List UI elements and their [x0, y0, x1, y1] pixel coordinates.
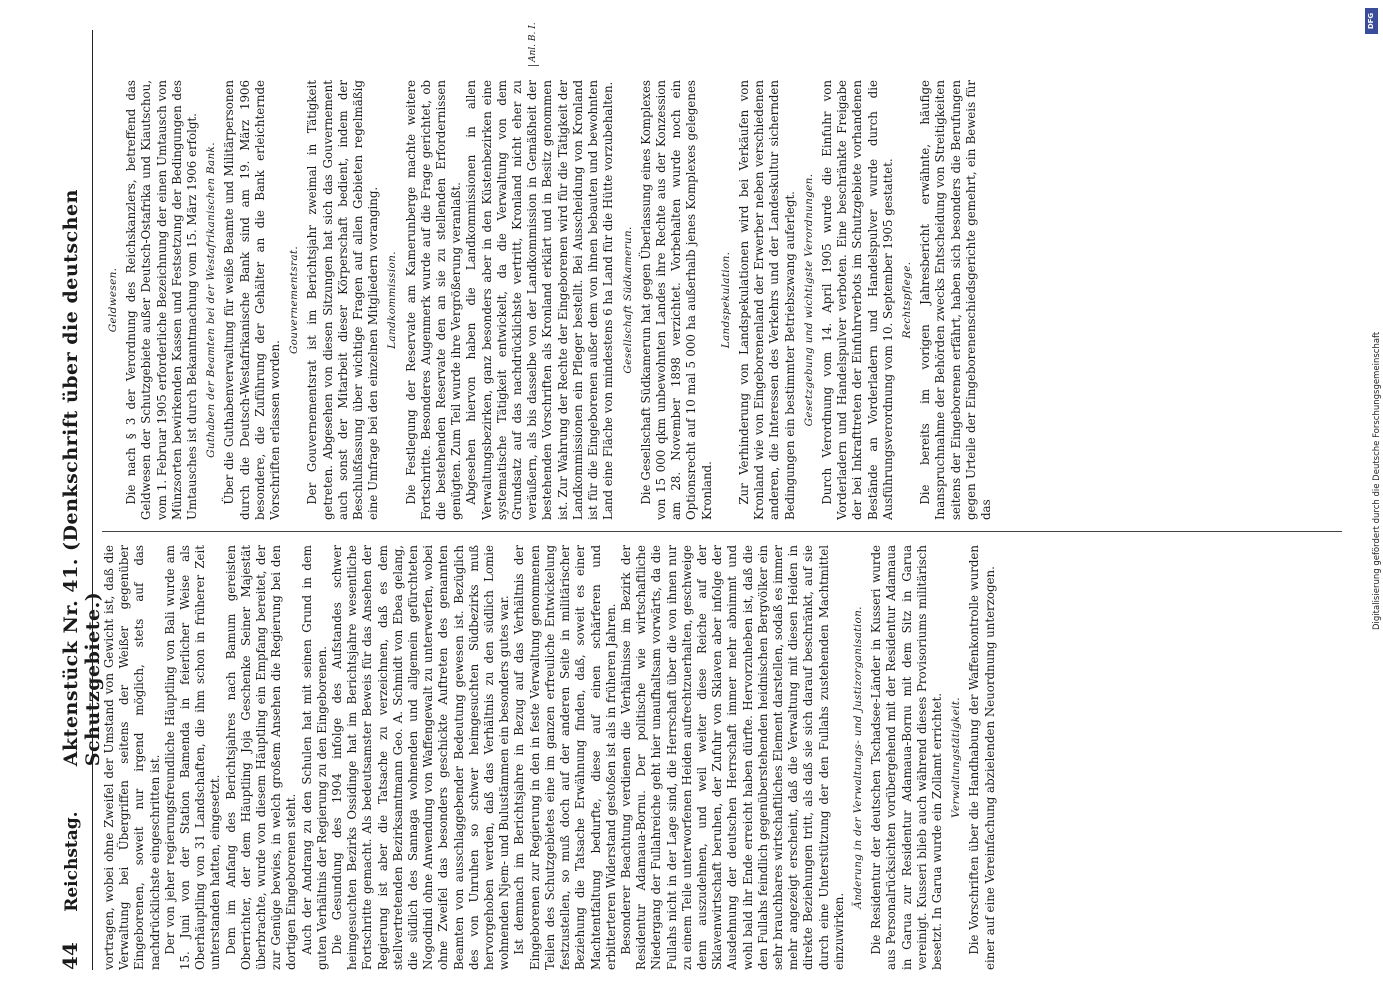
- paragraph: Der von jeher regierungsfreundliche Häuptling von Bali wurde am 15. Juni von der Station Bamenda in feierlicher Weise als Oberhäuptling von 31 Landschaften, die ihm schon in früherer Zeit unterstanden hatten, eingesetzt.: [162, 545, 223, 970]
- running-head-title: Aktenstück Nr. 41. (Denkschrift über die deutschen Schutzgebiete.): [60, 189, 104, 767]
- running-head-part: Reichstag.: [62, 811, 82, 912]
- paragraph: Ist demnach im Berichtsjahre in Bezug auf das Verhältnis der Eingeborenen zur Regierung in den in feste Verwaltung genommenen Teilen des Schutzgebietes eine im ganzen erfreuliche Entwickelung festzustellen, so muß doch auf der anderen Seite in militärischer Beziehung die Tatsache Erwähnung finden, daß, soweit es einer Machtentfaltung bedurfte, diese auf einen schärferen und erbitterteren Widerstand gestoßen ist als in früheren Jahren.: [512, 545, 618, 970]
- paragraph: vortragen, wobei ohne Zweifel der Umstand von Gewicht ist, daß die Verwaltung bei Übergriffen seitens der Weißer gegenüber Eingeborenen, soweit nur irgend möglich, stets auf das nachdrücklichste eingeschritten ist.: [102, 545, 162, 970]
- paragraph: Die nach § 3 der Verordnung des Reichskanzlers, betreffend das Geldwesen der Schutzgebiete außer Deutsch-Ostafrika und Kiautschou, vom 1. Februar 1905 erforderliche Bezeichnung der einen Umtausch von Münzsorten bewirkenden Kassen und Festsetzung der Bedingungen des Umtausches ist durch Bekanntmachung vom 15. März 1906 erfolgt.: [124, 80, 200, 520]
- section-heading: Landspekulation.: [719, 251, 732, 349]
- paragraph: Dem im Anfang des Berichtsjahres nach Bamum gereisten Oberrichter, der dem Häuptling Joja Geschenke Seiner Majestät überbrachte, wurde von diesem Häuptling ein Empfang bereitet, der zur Genüge bewies, in welch großem Ansehen die Regierung bei den dortigen Eingeborenen steht.: [223, 545, 299, 970]
- section-heading: Gouvernementsrat.: [288, 245, 301, 355]
- section-heading: Landkommission.: [386, 251, 399, 349]
- section-heading: Änderung in der Verwaltungs- und Justizorganisation.: [851, 606, 864, 909]
- paragraph: Auch der Andrang zu den Schulen hat mit seinen Grund in dem guten Verhältnis der Regierung zu den Eingeborenen.: [299, 545, 329, 970]
- left-column: [102, 545, 1352, 970]
- margin-note: Anl. B. I.: [528, 22, 539, 66]
- section-heading: Gesetzgebung und wichtigste Verordnungen.: [802, 173, 815, 427]
- page-number: 44: [58, 942, 82, 970]
- paragraph: Die Festlegung der Reservate am Kamerunberge machte weitere Fortschritte. Besonderes Augenmerk wurde auf die Frage gerichtet, ob die bestehenden Reservate den an sie zu stellenden Erfordernissen genügten. Zum Teil wurde ihre Vergrößerung veranlaßt.: [403, 80, 464, 520]
- digitization-strip: [1360, 0, 1383, 1000]
- digitization-note: Digitalisierung gefördert durch die Deutsche Forschungsgemeinschaft: [1372, 331, 1382, 630]
- paragraph: Über die Guthabenverwaltung für weiße Beamte und Militärpersonen durch die Deutsch-Westafrikanische Bank sind am 19. März 1906 besondere, die Zuführung der Gehälter an die Bank erleichternde Vorschriften erlassen worden.: [222, 80, 283, 520]
- running-head: [58, 30, 104, 970]
- section-heading: Gesellschaft Südkamerun.: [621, 226, 634, 374]
- section-heading: Rechtspflege.: [900, 261, 913, 339]
- header-rule: [92, 30, 93, 970]
- paragraph: Die Residentur der deutschen Tschadsee-Länder in Kusseri wurde aus Personalrücksichten vorübergehend mit der Residentur Adamaua in Garua zur Residentur Adamaua-Bornu mit dem Sitz in Garua vereinigt. Kusseri blieb auch während dieses Provisoriums militärisch besetzt. In Garua wurde ein Zollamt errichtet.: [869, 545, 944, 970]
- paragraph: Die Gesundung des 1904 infolge des Aufstandes schwer heimgesuchten Bezirks Ossidinge hat im Berichtsjahre wesentliche Fortschritte gemacht. Als bedeutsamster Beweis für das Ansehen der Regierung ist aber die Tatsache zu verzeichnen, daß es dem stellvertretenden Bezirksamtmann Geo. A. Schmidt von Ebea gelang, die südlich des Sannaga wohnenden und allgemein gefürchteten Nogodindi ohne Anwendung von Waffengewalt zu unterwerfen, wobei ohne Zweifel das besonders geschickte Auftreten des genannten Beamten von ausschlaggebender Bedeutung gewesen ist. Bezüglich des von Unruhen so schwer heimgesuchten Südbezirks muß hervorgehoben werden, daß das Verhältnis zu den südlich Lomie wohnenden Njem- und Bulustämmen ein besonders gutes war.: [330, 545, 512, 970]
- column-divider: [102, 531, 1342, 532]
- rotated-page-content: [28, 10, 1368, 990]
- paragraph: Die Gesellschaft Südkamerun hat gegen Überlassung eines Komplexes von 15 000 qkm unbewohnten Landes ihre Rechte aus der Konzession am 28. November 1898 verzichtet. Vorbehalten wurde noch ein Optionsrecht auf 10 mal 5 000 ha außerhalb jenes Komplexes gelegenes Kronland.: [638, 80, 714, 520]
- paragraph: Der Gouvernementsrat ist im Berichtsjahr zweimal in Tätigkeit getreten. Abgesehen von diesen Sitzungen hat sich das Gouvernement auch sonst der Mitarbeit dieser Körperschaft bedient, indem der Beschlußfassung über wichtige Fragen auf allen Gebieten regelmäßig eine Umfrage bei den einzelnen Mitgliedern voranging.: [305, 80, 381, 520]
- paragraph: Durch Verordnung vom 14. April 1905 wurde die Einfuhr von Vorderladern und Handelspulver verboten. Eine beschränkte Freigabe der bei Inkrafttreten der Einfuhrverbots im Schutzgebiete vorhandenen Bestände an Vorderladern und Handelspulver wurde durch die Ausführungsverordnung vom 10. September 1905 gestattet.: [819, 80, 895, 520]
- paragraph: Abgesehen hiervon haben die Landkommissionen in allen Verwaltungsbezirken, ganz besonders aber in den Küstenbezirken eine systematische Tätigkeit entwickelt, da die Verwaltung von dem Grundsatz auf das nachdrücklichste vertritt, Kronland nicht eher zu veräußern, als bis dasselbe von der Landkommission in Gemäßheit der bestehenden Vorschriften als Kronland erklärt und in Besitz genommen ist. Zur Wahrung der Rechte der Eingeborenen wird für die Tätigkeit der Landkommissionen ein Pfleger bestellt. Bei Ausscheidung von Kronland ist für die Eingeborenen außer dem von ihnen bebauten und bewohnten Land eine Fläche von mindestens 6 ha Land für die Hütte vorzubehalten.: [464, 80, 616, 520]
- paragraph: Zur Verhinderung von Landspekulationen wird bei Verkäufen von Kronland wie von Eingeborenenland der Erwerber neben verschiedenen anderen, die Interessen des Verkehrs und der Landeskultur sichernden Bedingungen ein bestimmter Betriebszwang auferlegt.: [736, 80, 797, 520]
- section-heading: Guthaben der Beamten bei der Westafrikanischen Bank.: [205, 142, 218, 458]
- dfg-logo-text: DFG: [1367, 12, 1376, 30]
- right-column: [102, 80, 1352, 520]
- paragraph: Besonderer Beachtung verdienen die Verhältnisse im Bezirk der Residentur Adamaua-Bornu. Der politische wie wirtschaftliche Niedergang der Fullahreiche geht hier unaufhaltsam vorwärts, da die Fullahs nicht in der Lage sind, die Herrschaft über die von ihnen nur zu einem Teile unterworfenen Heiden aufrechtzuerhalten, geschweige denn auszudehnen, und weil weiter diese Reiche auf der Sklavenwirtschaft beruhen, der Zufuhr von Sklaven aber infolge der Ausdehnung der deutschen Herrschaft immer mehr abnimmt und wohl bald ihr Ende erreicht haben dürfte. Hervorzuheben ist, daß die den Fullahs feindlich gegenüberstehenden heidnischen Bergvölker ein sehr brauchbares wirtschaftliches Element darstellen, sodaß es immer mehr angezeigt erscheint, daß die Verwaltung mit diesen Heiden in direkte Beziehungen tritt, als daß sie sich darauf beschränkt, auf sie durch eine Unterstützung der den Fullahs zustehenden Machtmittel einzuwirken.: [618, 545, 846, 970]
- section-heading: Geldwesen.: [107, 267, 119, 333]
- paragraph: Die Vorschriften über die Handhabung der Waffenkontrolle wurden einer auf eine Vereinfachung abzielenden Neuordnung unterzogen.: [967, 545, 997, 970]
- dfg-logo: [1365, 8, 1378, 34]
- section-heading: Verwaltungstätigkeit.: [950, 697, 963, 818]
- paragraph: Die bereits im vorigen Jahresbericht erwähnte, häufige Inanspruchnahme der Behörden zwecks Entscheidung von Streitigkeiten seitens der Eingeborenen erfährt, haben sich besonders die Berufungen gegen Urteile der Eingeborenenschiedsgerichte gemehrt, ein Beweis für das: [918, 80, 993, 520]
